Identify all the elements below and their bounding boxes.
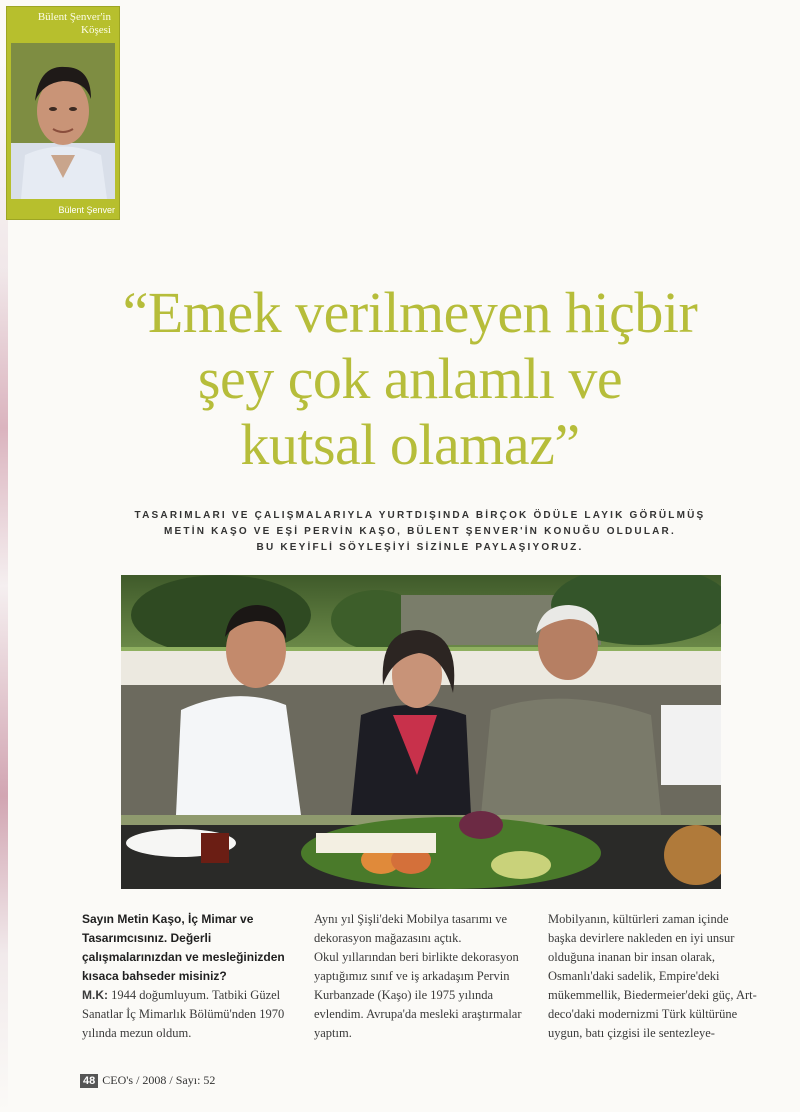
page-number: 48 — [80, 1074, 98, 1088]
article-column-1 — [82, 910, 300, 1043]
interview-question: Sayın Metin Kaşo, İç Mimar ve Tasarımcısınız. Değerli çalışmalarınızdan ve mesleğinizden kısaca bahseder misiniz? — [82, 912, 285, 983]
columnist-name: Bülent Şenver — [58, 205, 115, 215]
intro-line3: BU KEYİFLİ SÖYLEŞİYİ SİZİNLE PAYLAŞIYORUZ. — [256, 542, 584, 553]
answer-speaker-label: M.K: — [82, 988, 108, 1002]
publication-info: CEO's / 2008 / Sayı: 52 — [102, 1073, 216, 1087]
headline-line2: şey çok anlamlı ve — [197, 346, 623, 411]
column2-paragraph2: Okul yıllarından beri birlikte dekorasyon yaptığımız sınıf ve iş arkadaşım Pervin Kurbanzade (Kaşo) ile 1975 yılında evlendim. Avrupa'da mesleki araştırmalar yaptım. — [314, 950, 522, 1040]
intro-line1: TASARIMLARI VE ÇALIŞMALARIYLA YURTDIŞINDA BİRÇOK ÖDÜLE LAYIK GÖRÜLMÜŞ — [134, 510, 706, 521]
answer-text: 1944 doğumluyum. Tatbiki Güzel Sanatlar İç Mimarlık Bölümü'nden 1970 yılında mezun oldum. — [82, 988, 285, 1040]
article-column-3 — [548, 910, 760, 1043]
column2-paragraph1: Aynı yıl Şişli'deki Mobilya tasarımı ve dekorasyon mağazasını açtık. — [314, 912, 508, 945]
headline-quote — [60, 280, 760, 478]
columnist-portrait — [11, 43, 115, 199]
columnist-title-line2: Köşesi — [81, 24, 111, 36]
intro-paragraph — [100, 508, 740, 556]
article-column-2 — [314, 910, 526, 1043]
headline-line3: kutsal olamaz” — [240, 412, 580, 477]
page-footer — [80, 1073, 215, 1088]
headline-line1: “Emek verilmeyen hiçbir — [122, 280, 698, 345]
intro-line2: METİN KAŞO VE EŞİ PERVİN KAŞO, BÜLENT ŞENVER'İN KONUĞU OLDULAR. — [164, 526, 676, 537]
interview-photo — [121, 575, 721, 889]
columnist-box — [6, 6, 120, 220]
columnist-title-line1: Bülent Şenver'in — [37, 11, 111, 23]
interview-answer — [82, 986, 300, 1043]
columnist-box-title — [7, 11, 111, 37]
column3-paragraph1: Mobilyanın, kültürleri zaman içinde başka devirlere nakleden en iyi unsur olduğuna inanan bir insan olarak, Osmanlı'daki sadelik, Empire'deki mükemmellik, Biedermeier'deki güç, Art-deco'daki modernizmi Türk kültürüne uygun, batı çizgisi ile sentezleye- — [548, 912, 757, 1040]
